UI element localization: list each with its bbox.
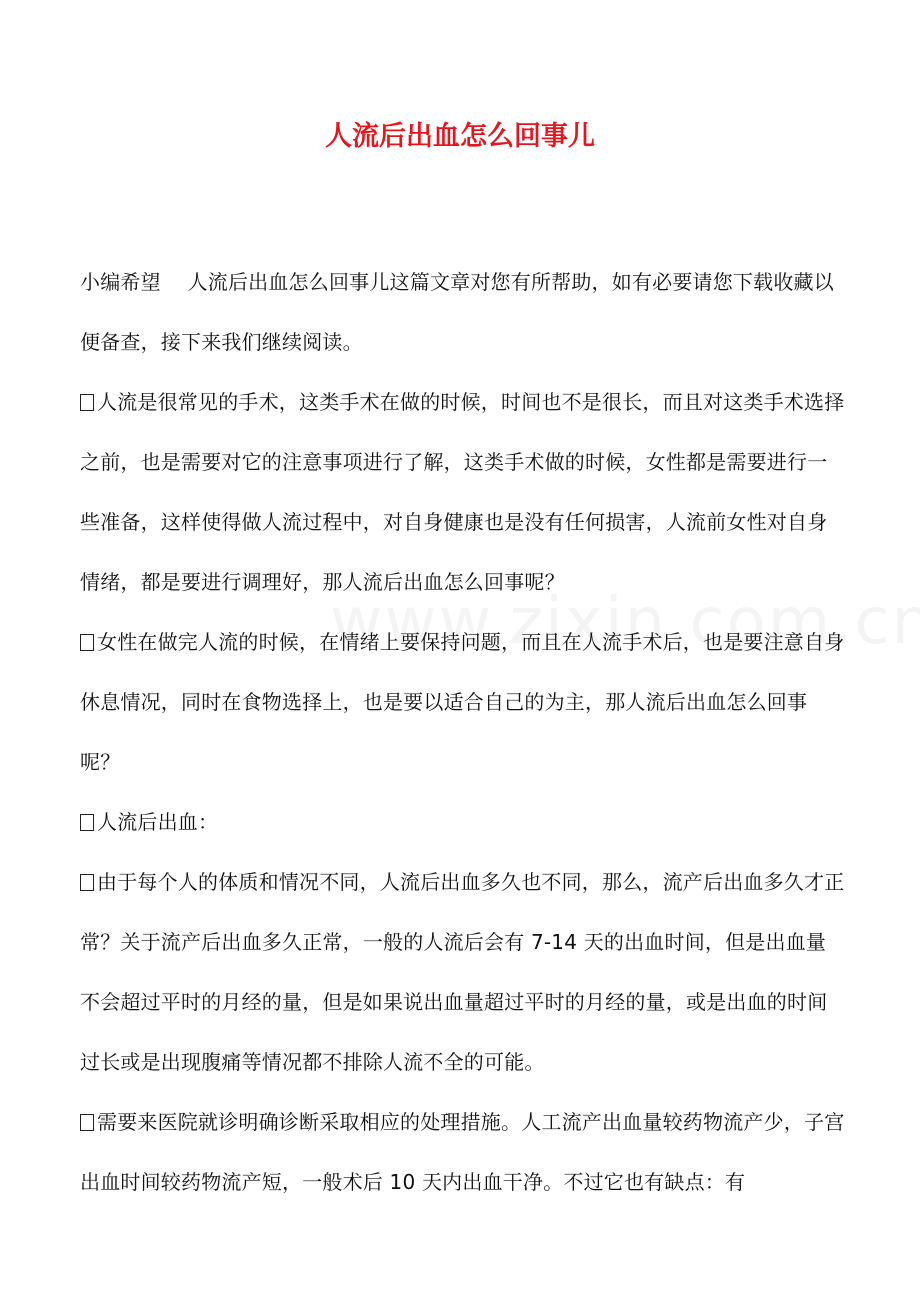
paragraph-text: 小编希望 人流后出血怎么回事儿这篇文章对您有所帮助，如有必要请您下载收藏以便备查，接下来我们继续阅读。 [80,270,834,354]
paragraph-text: 由于每个人的体质和情况不同，人流后出血多久也不同，那么，流产后出血多久才正常？关于流产后出血多久正常，一般的人流后会有 7-14 天的出血时间，但是出血量不会超过平时的月经的量，但是如果说出血量超过平时的月经的量，或是出血的时间过长或是出现腹痛等情况都不排除人流不全的可能。 [80,870,845,1074]
document-body [80,252,846,1212]
paragraph-1 [80,372,846,612]
checkbox-icon [80,814,94,831]
paragraph-text: 人流后出血： [97,810,219,834]
paragraph-4 [80,852,846,1092]
paragraph-5 [80,1092,846,1212]
checkbox-icon [80,874,94,891]
paragraph-text: 女性在做完人流的时候，在情绪上要保持问题，而且在人流手术后，也是要注意自身休息情况，同时在食物选择上，也是要以适合自己的为主，那人流后出血怎么回事呢？ [80,630,845,774]
checkbox-icon [80,1114,94,1131]
paragraph-text: 人流是很常见的手术，这类手术在做的时候，时间也不是很长，而且对这类手术选择之前，也是需要对它的注意事项进行了解，这类手术做的时候，女性都是需要进行一些准备，这样使得做人流过程中，对自身健康也是没有任何损害，人流前女性对自身情绪，都是要进行调理好，那人流后出血怎么回事呢？ [80,390,845,594]
paragraph-3 [80,792,846,852]
checkbox-icon [80,634,94,651]
paragraph-intro [80,252,846,372]
paragraph-2 [80,612,846,792]
paragraph-text: 需要来医院就诊明确诊断采取相应的处理措施。人工流产出血量较药物流产少，子宫出血时间较药物流产短，一般术后 10 天内出血干净。不过它也有缺点：有 [80,1110,845,1194]
checkbox-icon [80,394,94,411]
document-title: 人流后出血怎么回事儿 [325,121,595,152]
